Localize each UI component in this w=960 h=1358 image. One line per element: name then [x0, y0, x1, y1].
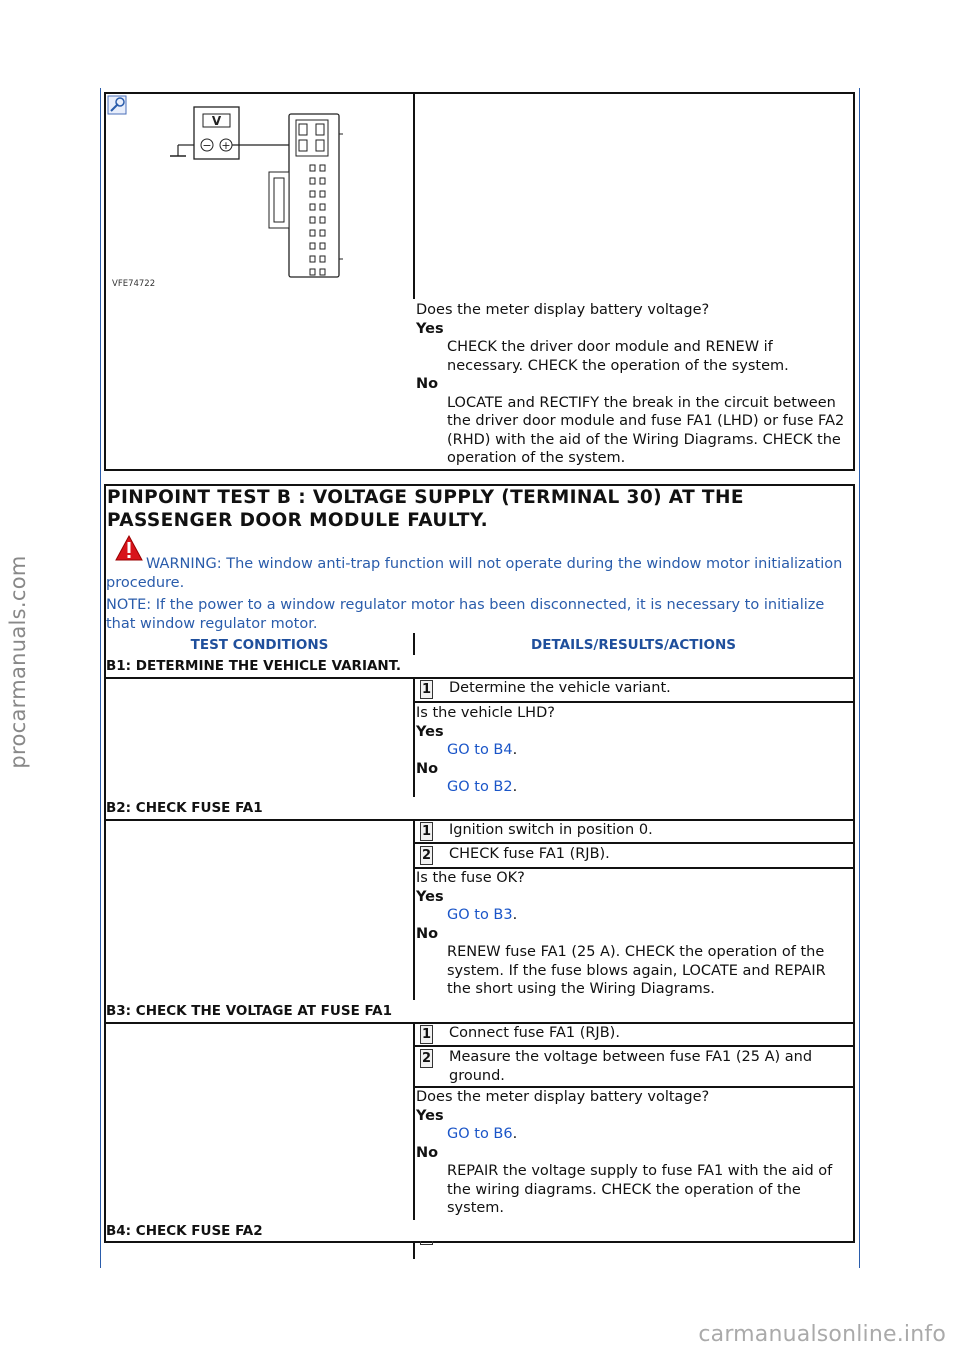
- top-no-label: No: [416, 376, 439, 392]
- top-no-text: LOCATE and RECTIFY the break in the circuit between the driver door module and fuse FA1 (LHD) or fuse FA2 (RHD) with the aid of the Wiring Diagrams. CHECK the operation of the system.: [447, 394, 845, 466]
- top-question: Does the meter display battery voltage?: [416, 302, 710, 318]
- b2-result: [416, 869, 848, 999]
- b1-result: [416, 704, 852, 797]
- b2-yes-period: .: [512, 907, 518, 923]
- b3-result: [416, 1088, 852, 1218]
- step-number: 2: [421, 848, 432, 863]
- b2-no-text: RENEW fuse FA1 (25 A). CHECK the operation of the system. If the fuse blows again, LOCATE and REPAIR the short using the Wiring Diagrams.: [447, 944, 826, 997]
- b4-title: B4: CHECK FUSE FA2: [106, 1223, 263, 1239]
- b2-step1: [415, 819, 855, 844]
- meter-symbol: V: [211, 114, 222, 128]
- b1-no-label: No: [416, 760, 439, 777]
- col-test-conditions: TEST CONDITIONS: [190, 637, 329, 653]
- b3-title: B3: CHECK THE VOLTAGE AT FUSE FA1: [106, 1003, 393, 1019]
- b2-question: Is the fuse OK?: [416, 870, 525, 886]
- b3-no-text: REPAIR the voltage supply to fuse FA1 with the aid of the wiring diagrams. CHECK the operation of the system.: [447, 1163, 833, 1216]
- top-result-block: [416, 301, 852, 468]
- zoom-icon[interactable]: [108, 96, 126, 114]
- b3-step1: [415, 1022, 855, 1047]
- b3-yes-link[interactable]: GO to B6: [447, 1126, 513, 1142]
- connector-icon: [269, 114, 343, 277]
- b2-step2: [415, 843, 855, 869]
- note-text: NOTE: If the power to a window regulator motor has been disconnected, it is necessary to initialize that window regulator motor.: [106, 597, 825, 632]
- b1-no-link[interactable]: GO to B2: [447, 779, 513, 795]
- b2-yes-link[interactable]: GO to B3: [447, 907, 513, 923]
- step-text: Connect fuse FA1 (RJB).: [449, 1025, 620, 1041]
- b4-step-stub: [420, 1241, 433, 1245]
- left-margin-line: [100, 88, 101, 1268]
- b1-yes-period: .: [512, 742, 518, 758]
- footer-watermark: carmanualsonline.info: [698, 1322, 946, 1347]
- top-yes-text: CHECK the driver door module and RENEW if necessary. CHECK the operation of the system.: [447, 339, 789, 374]
- step-text: Measure the voltage between fuse FA1 (25 A) and ground.: [449, 1049, 813, 1084]
- step-text: Ignition switch in position 0.: [449, 822, 653, 838]
- b3-question: Does the meter display battery voltage?: [416, 1089, 710, 1105]
- plus-sign: +: [221, 139, 231, 152]
- pinpoint-title: PINPOINT TEST B : VOLTAGE SUPPLY (TERMINAL 30) AT THE PASSENGER DOOR MODULE FAULTY.: [107, 487, 744, 531]
- minus-sign: −: [202, 139, 212, 152]
- step-number: 2: [421, 1051, 432, 1066]
- b3-no-label: No: [416, 1144, 439, 1161]
- b4-divider: [413, 1241, 415, 1259]
- b1-yes-link[interactable]: GO to B4: [447, 742, 513, 758]
- b2-yes-label: Yes: [416, 888, 444, 905]
- warning-text: WARNING: The window anti-trap function will not operate during the window motor initialization procedure.: [106, 556, 843, 591]
- side-watermark: procarmanuals.com: [6, 555, 30, 769]
- b1-title: B1: DETERMINE THE VEHICLE VARIANT.: [106, 658, 401, 674]
- step-number: 1: [421, 1027, 432, 1042]
- b3-yes-period: .: [512, 1126, 518, 1142]
- step-number: 1: [421, 824, 432, 839]
- col-details: DETAILS/RESULTS/ACTIONS: [531, 637, 736, 653]
- top-yes-label: Yes: [416, 320, 444, 337]
- figure-label: VFE74722: [112, 279, 156, 289]
- b3-yes-label: Yes: [416, 1107, 444, 1124]
- right-margin-line: [859, 88, 860, 1268]
- b1-yes-label: Yes: [416, 723, 444, 740]
- step-number: 1: [421, 682, 432, 697]
- step-text: Determine the vehicle variant.: [449, 680, 671, 696]
- b2-title: B2: CHECK FUSE FA1: [106, 800, 263, 816]
- b3-step2: [415, 1046, 855, 1088]
- b1-question: Is the vehicle LHD?: [416, 705, 555, 721]
- step-text: CHECK fuse FA1 (RJB).: [449, 846, 610, 862]
- b2-no-label: No: [416, 925, 439, 942]
- b1-step1: [415, 677, 855, 703]
- b1-no-period: .: [512, 779, 518, 795]
- voltmeter-connector-figure: [106, 94, 413, 299]
